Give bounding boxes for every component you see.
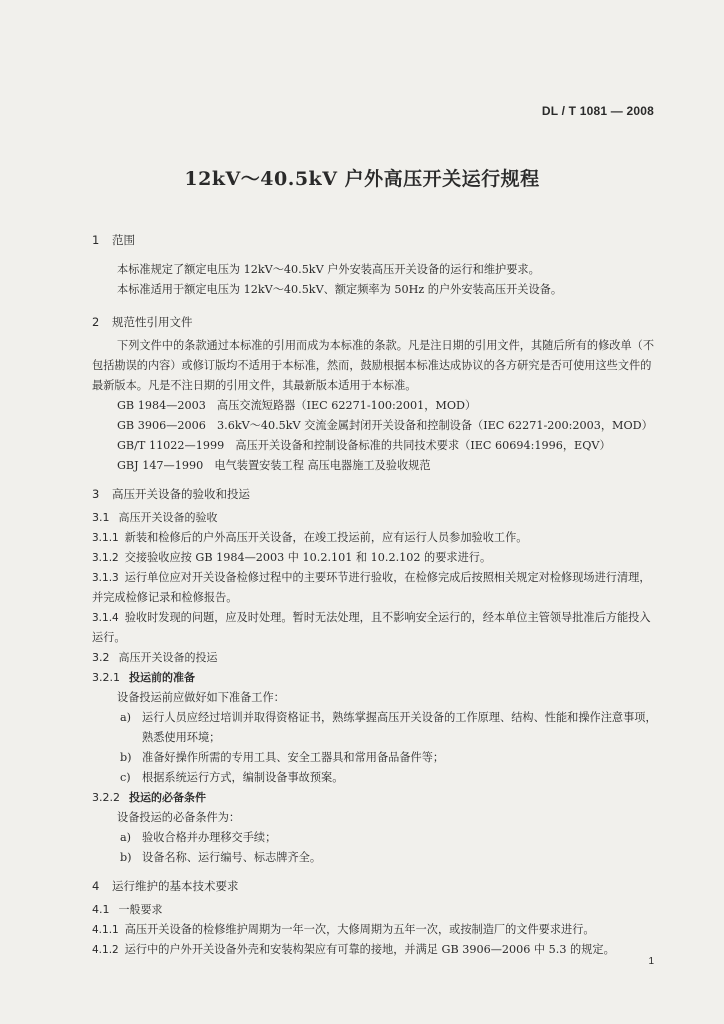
subsection-heading: 4.1 一般要求 bbox=[92, 903, 163, 916]
subsubsection-heading: 3.2.1 投运前的准备 bbox=[92, 671, 195, 684]
subsubsection-heading: 3.2.2 投运的必备条件 bbox=[92, 791, 206, 804]
list-item: b) 准备好操作所需的专用工具、安全工器具和常用备品备件等； bbox=[120, 751, 445, 764]
reference-item: GBJ 147—1990 电气装置安装工程 高压电器施工及验收规范 bbox=[117, 459, 431, 472]
paragraph: 本标准规定了额定电压为 12kV～40.5kV 户外安装高压开关设备的运行和维护要求。 bbox=[117, 263, 540, 276]
section-number: 3 bbox=[92, 487, 100, 501]
clause: 4.1.2 运行中的户外开关设备外壳和安装构架应有可靠的接地，并满足 GB 3906—2006 中 5.3 的规定。 bbox=[92, 943, 615, 956]
list-item: c) 根据系统运行方式，编制设备事故预案。 bbox=[120, 771, 344, 784]
paragraph: 下列文件中的条款通过本标准的引用而成为本标准的条款。凡是注日期的引用文件，其随后所有的修改单（不包括勘误的内容）或修订版均不适用于本标准，然而，鼓励根据本标准达成协议的各方研究是否可使用这些文件的最新版本。凡是不注日期的引用文件，其最新版本适用于本标准。 bbox=[92, 339, 655, 392]
reference-item: GB/T 11022—1999 高压开关设备和控制设备标准的共同技术要求（IEC 60694:1996，EQV） bbox=[117, 439, 611, 452]
clause: 3.1.1 新装和检修后的户外高压开关设备，在竣工投运前，应有运行人员参加验收工作。 bbox=[92, 531, 528, 544]
section-title: 高压开关设备的验收和投运 bbox=[112, 487, 250, 501]
section-title: 规范性引用文件 bbox=[112, 315, 193, 329]
clause: 3.1.4 验收时发现的问题，应及时处理。暂时无法处理，且不影响安全运行的，经本单位主管领导批准后方能投入运行。 bbox=[92, 611, 651, 644]
paragraph: 设备投运的必备条件为： bbox=[117, 811, 241, 824]
section-number: 2 bbox=[92, 315, 100, 329]
paragraph: 设备投运前应做好如下准备工作： bbox=[117, 691, 285, 704]
list-item: a) 验收合格并办理移交手续； bbox=[120, 831, 277, 844]
paragraph: 本标准适用于额定电压为 12kV～40.5kV、额定频率为 50Hz 的户外安装高压开关设备。 bbox=[117, 283, 563, 296]
section-1-heading bbox=[92, 232, 658, 248]
section-number: 4 bbox=[92, 879, 100, 893]
list-item: b) 设备名称、运行编号、标志牌齐全。 bbox=[120, 851, 322, 864]
document-title: 12kV～40.5kV 户外高压开关运行规程 bbox=[184, 168, 540, 190]
clause: 3.1.3 运行单位应对开关设备检修过程中的主要环节进行验收，在检修完成后按照相关规定对检修现场进行清理，并完成检修记录和检修报告。 bbox=[92, 571, 651, 604]
clause: 4.1.1 高压开关设备的检修维护周期为一年一次，大修周期为五年一次，或按制造厂的文件要求进行。 bbox=[92, 923, 595, 936]
section-title: 运行维护的基本技术要求 bbox=[112, 879, 239, 893]
section-title: 范围 bbox=[112, 233, 135, 247]
page-number: 1 bbox=[648, 956, 654, 967]
section-number: 1 bbox=[92, 233, 100, 247]
clause: 3.1.2 交接验收应按 GB 1984—2003 中 10.2.101 和 10.2.102 的要求进行。 bbox=[92, 551, 492, 564]
section-3-heading bbox=[92, 486, 658, 502]
list-item: a) 运行人员应经过培训并取得资格证书，熟练掌握高压开关设备的工作原理、结构、性能和操作注意事项，熟悉使用环境； bbox=[120, 711, 657, 744]
section-4-heading bbox=[92, 878, 658, 894]
subsection-heading: 3.2 高压开关设备的投运 bbox=[92, 651, 218, 664]
reference-item: GB 1984—2003 高压交流短路器（IEC 62271-100:2001，MOD） bbox=[117, 399, 477, 412]
document-body bbox=[92, 232, 658, 960]
standard-code: DL / T 1081 — 2008 bbox=[541, 104, 654, 118]
subsection-heading: 3.1 高压开关设备的验收 bbox=[92, 511, 218, 524]
section-2-heading bbox=[92, 314, 658, 330]
reference-item: GB 3906—2006 3.6kV～40.5kV 交流金属封闭开关设备和控制设备（IEC 62271-200:2003，MOD） bbox=[117, 419, 653, 432]
